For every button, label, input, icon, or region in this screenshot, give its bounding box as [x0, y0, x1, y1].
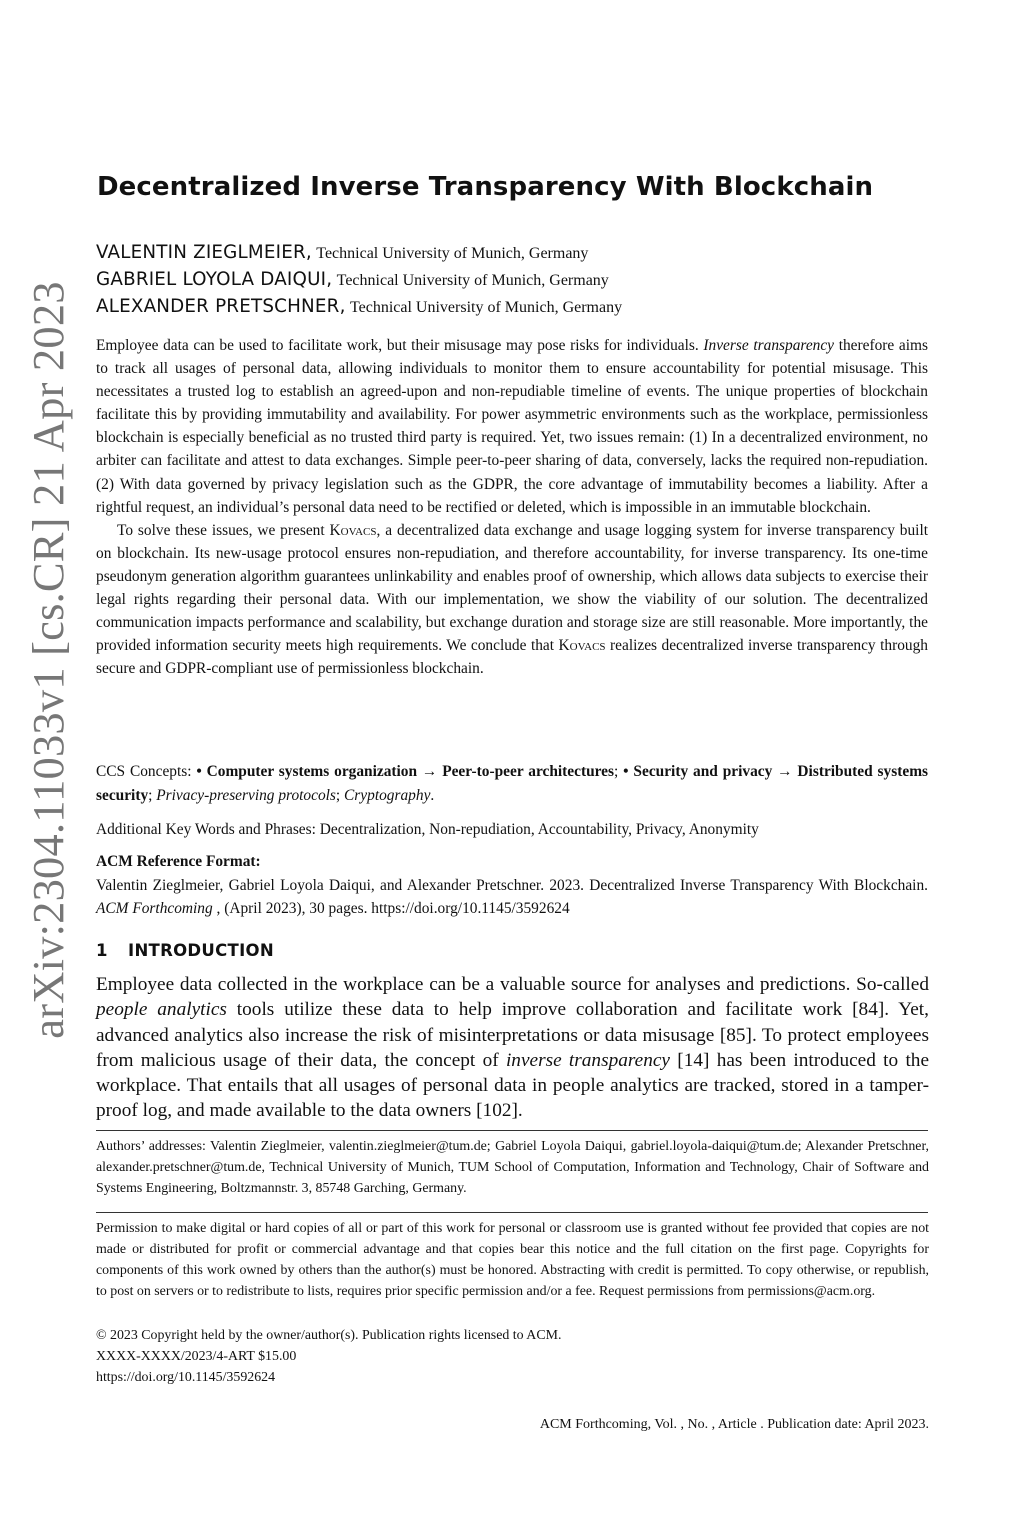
- additional-keywords: Additional Key Words and Phrases: Decentralization, Non-repudiation, Accountability, Privacy, Anonymity: [96, 821, 759, 838]
- ccs-concepts: CCS Concepts: • Computer systems organization → Peer-to-peer architectures; • Security and privacy → Distributed systems security; Privacy-preserving protocols; Cryptography.: [96, 763, 929, 804]
- ccs-concept-2: • Security and privacy → Distributed systems security: [96, 763, 929, 804]
- acm-reference-venue: ACM Forthcoming: [96, 900, 213, 917]
- section-heading-introduction: [96, 941, 274, 960]
- abstract-paragraph-1: Employee data can be used to facilitate work, but their misusage may pose risks for individuals. Inverse transparency therefore aims to track all usages of personal data, allowing individuals to monitor them to ensure accountability for potential misusage. This necessitates a trusted log to establish an agreed-upon and non-repudiable timeline of events. The unique properties of blockchain facilitate this by providing immutability and availability. For power asymmetric environments such as the workplace, permissionless blockchain is especially beneficial as no trusted third party is required. Yet, two issues remain: (1) In a decentralized environment, no arbiter can facilitate and attest to data exchanges. Simple peer-to-peer sharing of data, conversely, lacks the required non-repudiation. (2) With data governed by privacy legislation such as the GDPR, the core advantage of immutability becomes a liability. After a rightful request, an individual’s personal data need to be rectified or deleted, which is impossible in an immutable blockchain.: [96, 337, 928, 516]
- system-name-kovacs: Kovacs: [558, 637, 606, 655]
- system-name-kovacs: Kovacs: [329, 521, 377, 539]
- emphasis-people-analytics: people analytics: [96, 999, 227, 1021]
- ccs-concept-4: Cryptography: [344, 786, 431, 804]
- section-title: INTRODUCTION: [128, 941, 274, 960]
- permission-divider: [96, 1212, 928, 1213]
- abstract-paragraph-2: To solve these issues, we present Kovacs, a decentralized data exchange and usage logging system for inverse transparency built on blockchain. Its new-usage protocol ensures non-repudiation, and therefore accountability, for inverse transparency. Its one-time pseudonym generation algorithm guarantees unlinkability and enables proof of ownership, which allows data subjects to exercise their legal rights regarding their personal data. With our implementation, we show the viability of our solution. The decentralized communication impacts performance and scalability, but exchange duration and storage size are still reasonable. More importantly, the provided information security meets high requirements. We conclude that Kovacs realizes decentralized inverse transparency through secure and GDPR-compliant use of permissionless blockchain.: [96, 521, 928, 678]
- section-number: 1: [96, 941, 108, 960]
- author-line: [96, 296, 622, 317]
- introduction-paragraph: Employee data collected in the workplace can be a valuable source for analyses and predictions. So-called people analytics tools utilize these data to help improve collaboration and facilitate work [84]. Yet, advanced analytics also increase the risk of misinterpretations or data misusage [85]. To protect employees from malicious usage of their data, the concept of inverse transparency [14] has been introduced to the workplace. That entails that all usages of personal data in people analytics are tracked, stored in a tamper-proof log, and made available to the data owners [102].: [96, 974, 929, 1122]
- author-line: [96, 242, 588, 263]
- author-affiliation: Technical University of Munich, Germany: [336, 272, 609, 289]
- emphasis-inverse-transparency: Inverse transparency: [703, 337, 835, 354]
- authors-addresses: Authors’ addresses: Valentin Zieglmeier, valentin.zieglmeier@tum.de; Gabriel Loyola Daiqui, gabriel.loyola-daiqui@tum.de; Alexander Pretschner, alexander.pretschner@tum.de, Technical University of Munich, TUM School of Computation, Information and Technology, Chair of Software and Systems Engineering, Boltzmannstr. 3, 85748 Garching, Germany.: [96, 1139, 929, 1196]
- acm-reference-text: Valentin Zieglmeier, Gabriel Loyola Daiqui, and Alexander Pretschner. 2023. Decentralized Inverse Transparency With Blockchain. ACM Forthcoming , (April 2023), 30 pages. https://doi.org/10.1145/3592624: [96, 876, 928, 917]
- copyright-line: © 2023 Copyright held by the owner/author(s). Publication rights licensed to ACM.: [96, 1328, 562, 1343]
- page-footer: ACM Forthcoming, Vol. , No. , Article . Publication date: April 2023.: [539, 1417, 929, 1432]
- arxiv-identifier-text: arXiv:2304.11033v1 [cs.CR] 21 Apr 2023: [23, 281, 73, 1039]
- abstract: [96, 334, 928, 680]
- acm-reference-format: [96, 850, 928, 921]
- author-name: ALEXANDER PRETSCHNER,: [96, 296, 346, 317]
- emphasis-inverse-transparency: inverse transparency: [505, 1049, 670, 1071]
- doi-line: https://doi.org/10.1145/3592624: [96, 1370, 276, 1385]
- permission-notice: Permission to make digital or hard copies of all or part of this work for personal or classroom use is granted without fee provided that copies are not made or distributed for profit or commercial advantage and that copies bear this notice and the full citation on the first page. Copyrights for components of this work owned by others than the author(s) must be honored. Abstracting with credit is permitted. To copy otherwise, or republish, to post on servers or to redistribute to lists, requires prior specific permission and/or a fee. Request permissions from permissions@acm.org.: [96, 1221, 929, 1299]
- ccs-concept-1: • Computer systems organization → Peer-to-peer architectures: [196, 763, 615, 780]
- author-affiliation: Technical University of Munich, Germany: [316, 245, 589, 262]
- author-affiliation: Technical University of Munich, Germany: [349, 299, 623, 316]
- author-name: VALENTIN ZIEGLMEIER,: [96, 242, 312, 263]
- acm-reference-heading: ACM Reference Format:: [96, 853, 261, 870]
- isbn-price-line: XXXX-XXXX/2023/4-ART $15.00: [96, 1349, 297, 1364]
- copyright-block: [96, 1325, 561, 1388]
- footnote-divider: [96, 1130, 928, 1131]
- author-name: GABRIEL LOYOLA DAIQUI,: [96, 269, 333, 290]
- ccs-concept-3: Privacy-preserving protocols: [156, 786, 336, 804]
- author-line: [96, 269, 609, 290]
- paper-title: Decentralized Inverse Transparency With Blockchain: [97, 172, 874, 202]
